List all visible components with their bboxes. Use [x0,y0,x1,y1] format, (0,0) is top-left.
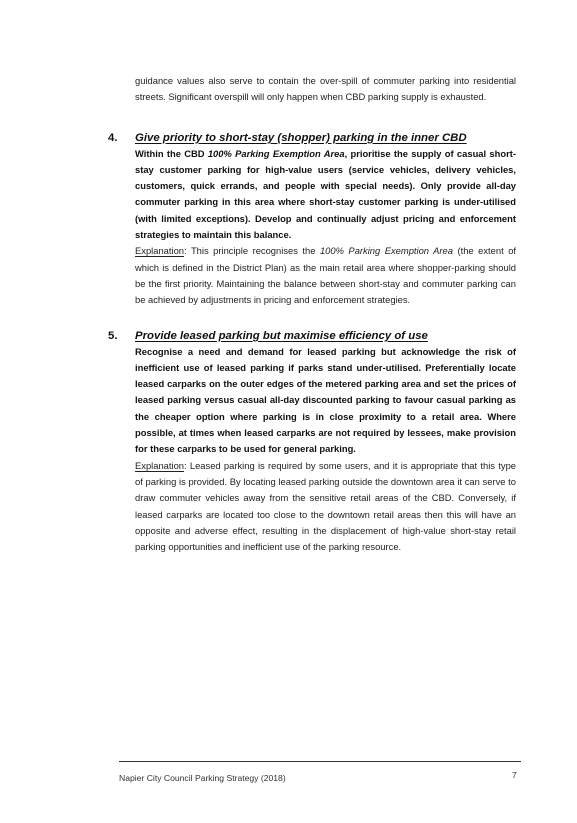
section-4-title: Give priority to short-stay (shopper) parking in the inner CBD [135,131,467,144]
section-4-heading [108,130,516,146]
section-4-principle-pre: Within the CBD [135,147,208,159]
section-4-explanation [135,243,516,308]
section-5-explanation [135,458,516,556]
section-4-principle [135,146,516,244]
page-number: 7 [512,770,517,780]
section-5-number: 5. [108,329,118,342]
section-4-explanation-pre: : This principle recognises the [184,245,320,257]
section-5-explanation-text: : Leased parking is required by some users, and it is appropriate that this type of parking is provided. By locating leased parking outside the downtown area it can serve to draw commuter vehicles away from the sensitive retail areas of the CBD. Conversely, if leased carparks are located too close to the downtown retail areas then this will have an opposite and adverse effect, resulting in the displacement of high-value short-stay retail parking opportunities and inefficient use of the parking resource. [135,459,516,553]
section-4-explanation-post: (the extent of which is defined in the District Plan) as the main retail area where shopper-parking should be the first priority. Maintaining the balance between short-stay and commuter parking can be achieved by adjustments in pricing and enforcement strategies. [135,245,517,306]
section-5-explanation-label: Explanation [135,459,184,471]
section-4-explanation-label: Explanation [135,245,184,257]
footer-divider [119,761,521,762]
section-4-explanation-emphasis: 100% Parking Exemption Area [319,245,453,257]
footer-title: Napier City Council Parking Strategy (2018) [119,773,286,783]
intro-paragraph: guidance values also serve to contain the over-spill of commuter parking into residential streets. Significant overspill will only happen when CBD parking supply is exhausted. [135,75,516,103]
section-4-number: 4. [108,131,118,144]
section-5-heading [108,328,516,344]
section-4-principle-post: , prioritise the supply of casual short-stay customer parking for high-value users (service vehicles, delivery vehicles, customers, quick errands, and people with special needs). Only provide all-day commuter parking in this area where short-stay customer parking is under-utilised (with limited exceptions). Develop and continually adjust pricing and enforcement strategies to maintain this balance. [135,147,516,241]
page-body [108,73,517,555]
section-5-principle: Recognise a need and demand for leased parking but acknowledge the risk of inefficient use of leased parking if parks stand under-utilised. Preferentially locate leased carparks on the outer edges of the metered parking area and set the prices of leased parking versus casual all-day discounted parking to favour casual parking as the cheaper option where parking is in close proximity to a retail area. Where possible, at times when leased carparks are not required by lessees, make provision for these carparks to be used for general parking. [135,345,516,455]
section-4-principle-emphasis: 100% Parking Exemption Area [207,147,345,159]
section-5-title: Provide leased parking but maximise efficiency of use [135,329,428,342]
